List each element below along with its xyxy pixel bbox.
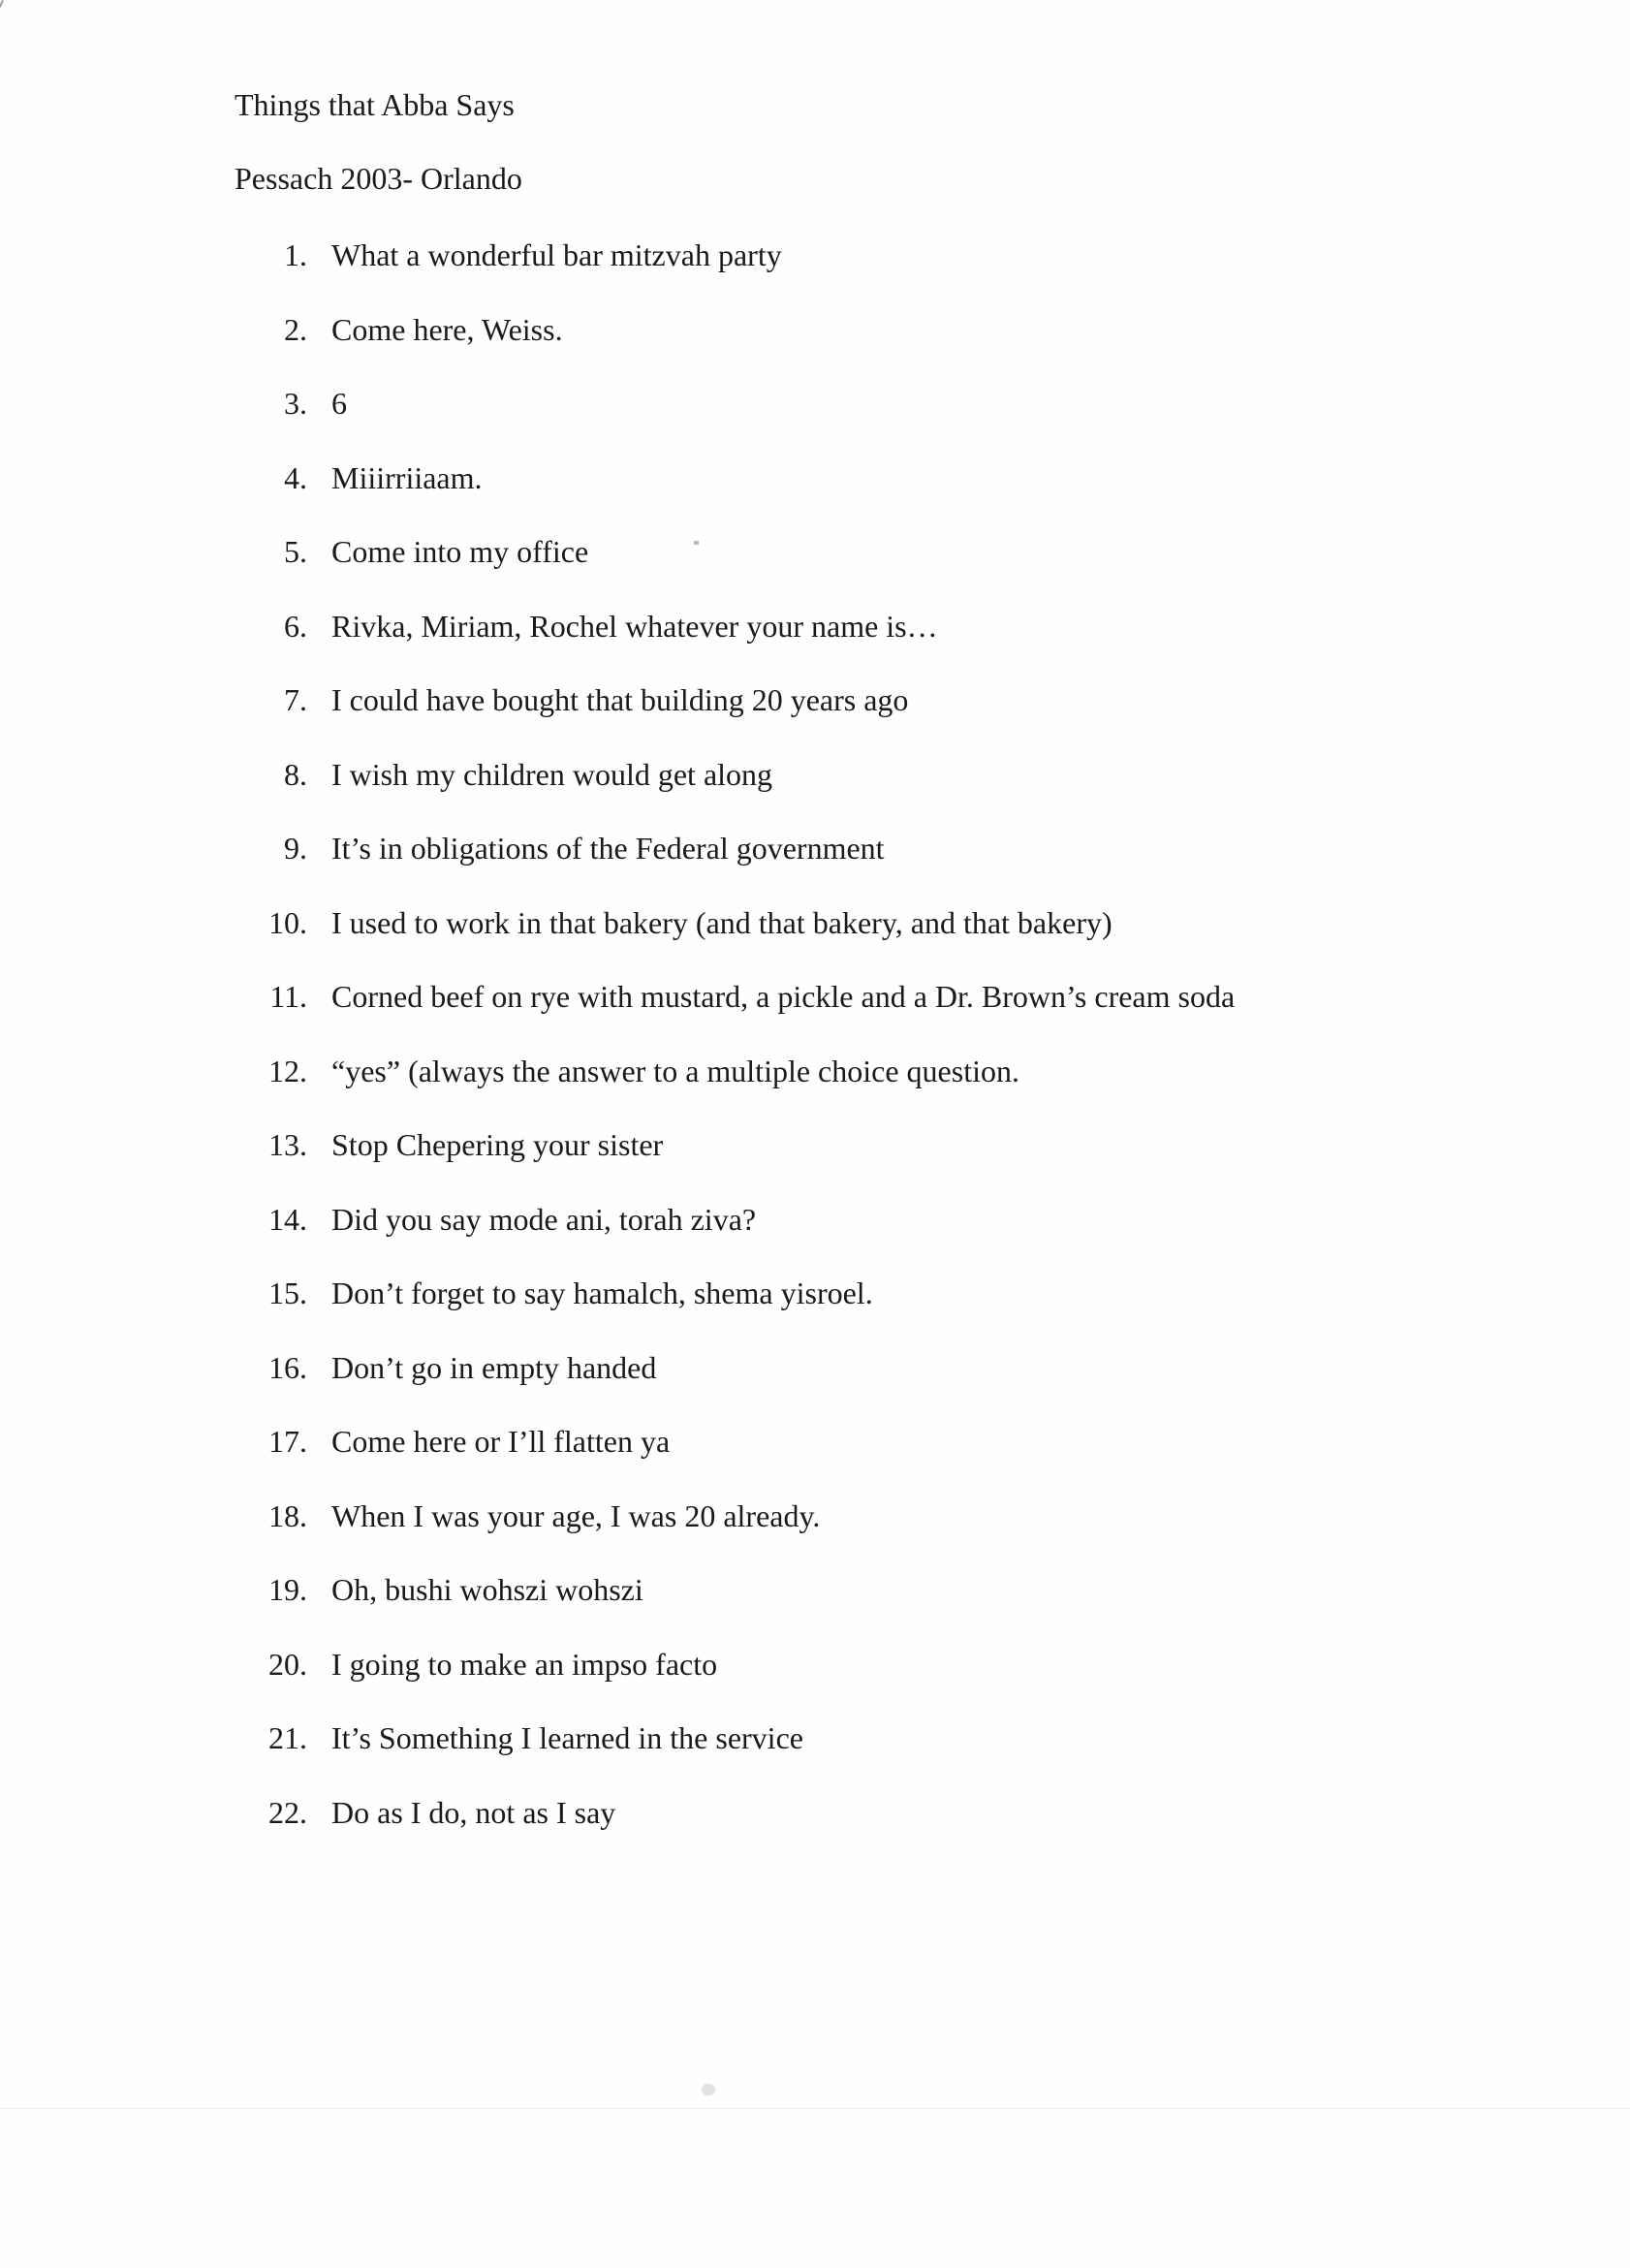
list-item-number: 14. bbox=[268, 1201, 307, 1237]
list-item-number: 8. bbox=[284, 756, 307, 792]
list-item-number: 12. bbox=[268, 1053, 307, 1088]
list-item-number: 15. bbox=[268, 1276, 307, 1310]
list-item-text: I could have bought that building 20 years ago bbox=[331, 682, 909, 717]
list-item-text: Stop Chepering your sister bbox=[331, 1127, 664, 1162]
list-item-text: Come here or I’ll flatten ya bbox=[331, 1424, 671, 1459]
list-item-text: Miiirriiaam. bbox=[331, 459, 483, 495]
list-item-text: When I was your age, I was 20 already. bbox=[331, 1497, 821, 1533]
list-item-text: Come into my office bbox=[331, 534, 589, 569]
scan-edge-mark bbox=[0, 0, 4, 53]
list-item-number: 7. bbox=[284, 682, 307, 717]
list-item-text: I going to make an impso facto bbox=[331, 1646, 718, 1682]
list-item-number: 4. bbox=[284, 459, 307, 495]
list-item-text: What a wonderful bar mitzvah party bbox=[331, 237, 782, 272]
list-item-number: 1. bbox=[284, 237, 307, 272]
list-item-number: 3. bbox=[284, 386, 307, 421]
list-item-text: 6 bbox=[331, 386, 347, 421]
document-subtitle: Pessach 2003- Orlando bbox=[235, 161, 522, 196]
list-item-text: Don’t go in empty handed bbox=[331, 1349, 657, 1385]
list-item-number: 19. bbox=[268, 1572, 307, 1607]
list-item-number: 17. bbox=[268, 1424, 307, 1459]
list-item-text: Oh, bushi wohszi wohszi bbox=[331, 1572, 643, 1607]
list-item-number: 21. bbox=[268, 1720, 307, 1755]
document-title: Things that Abba Says bbox=[235, 87, 515, 122]
list-item-number: 10. bbox=[268, 904, 307, 940]
list-item-text: It’s in obligations of the Federal government bbox=[331, 831, 885, 866]
list-item-number: 13. bbox=[268, 1127, 307, 1162]
list-item-number: 20. bbox=[268, 1646, 307, 1682]
paper-fold-line bbox=[0, 2108, 1630, 2109]
list-item-number: 6. bbox=[284, 608, 307, 644]
list-item-text: I used to work in that bakery (and that bakery, and that bakery) bbox=[331, 904, 1113, 940]
list-item-text: Don’t forget to say hamalch, shema yisroel. bbox=[331, 1276, 873, 1310]
list-item-text: I wish my children would get along bbox=[331, 756, 773, 792]
list-item-text: Did you say mode ani, torah ziva? bbox=[331, 1201, 757, 1237]
list-item-number: 16. bbox=[268, 1349, 307, 1385]
list-item-number: 18. bbox=[268, 1497, 307, 1533]
list-item-text: Rivka, Miriam, Rochel whatever your name is… bbox=[331, 608, 938, 644]
list-item-text: Corned beef on rye with mustard, a pickle and a Dr. Brown’s cream soda bbox=[331, 979, 1236, 1014]
list-item-text: Come here, Weiss. bbox=[331, 311, 563, 347]
list-item-number: 22. bbox=[268, 1794, 307, 1830]
list-item-number: 9. bbox=[284, 831, 307, 866]
list-item-text: “yes” (always the answer to a multiple choice question. bbox=[331, 1053, 1019, 1088]
list-item-text: Do as I do, not as I say bbox=[331, 1794, 616, 1830]
list-item-text: It’s Something I learned in the service bbox=[331, 1720, 803, 1755]
list-item-number: 2. bbox=[284, 311, 307, 347]
list-item-number: 11. bbox=[269, 979, 307, 1014]
scan-speck bbox=[702, 2084, 715, 2095]
list-item-number: 5. bbox=[284, 534, 307, 569]
scan-speck bbox=[694, 541, 699, 545]
